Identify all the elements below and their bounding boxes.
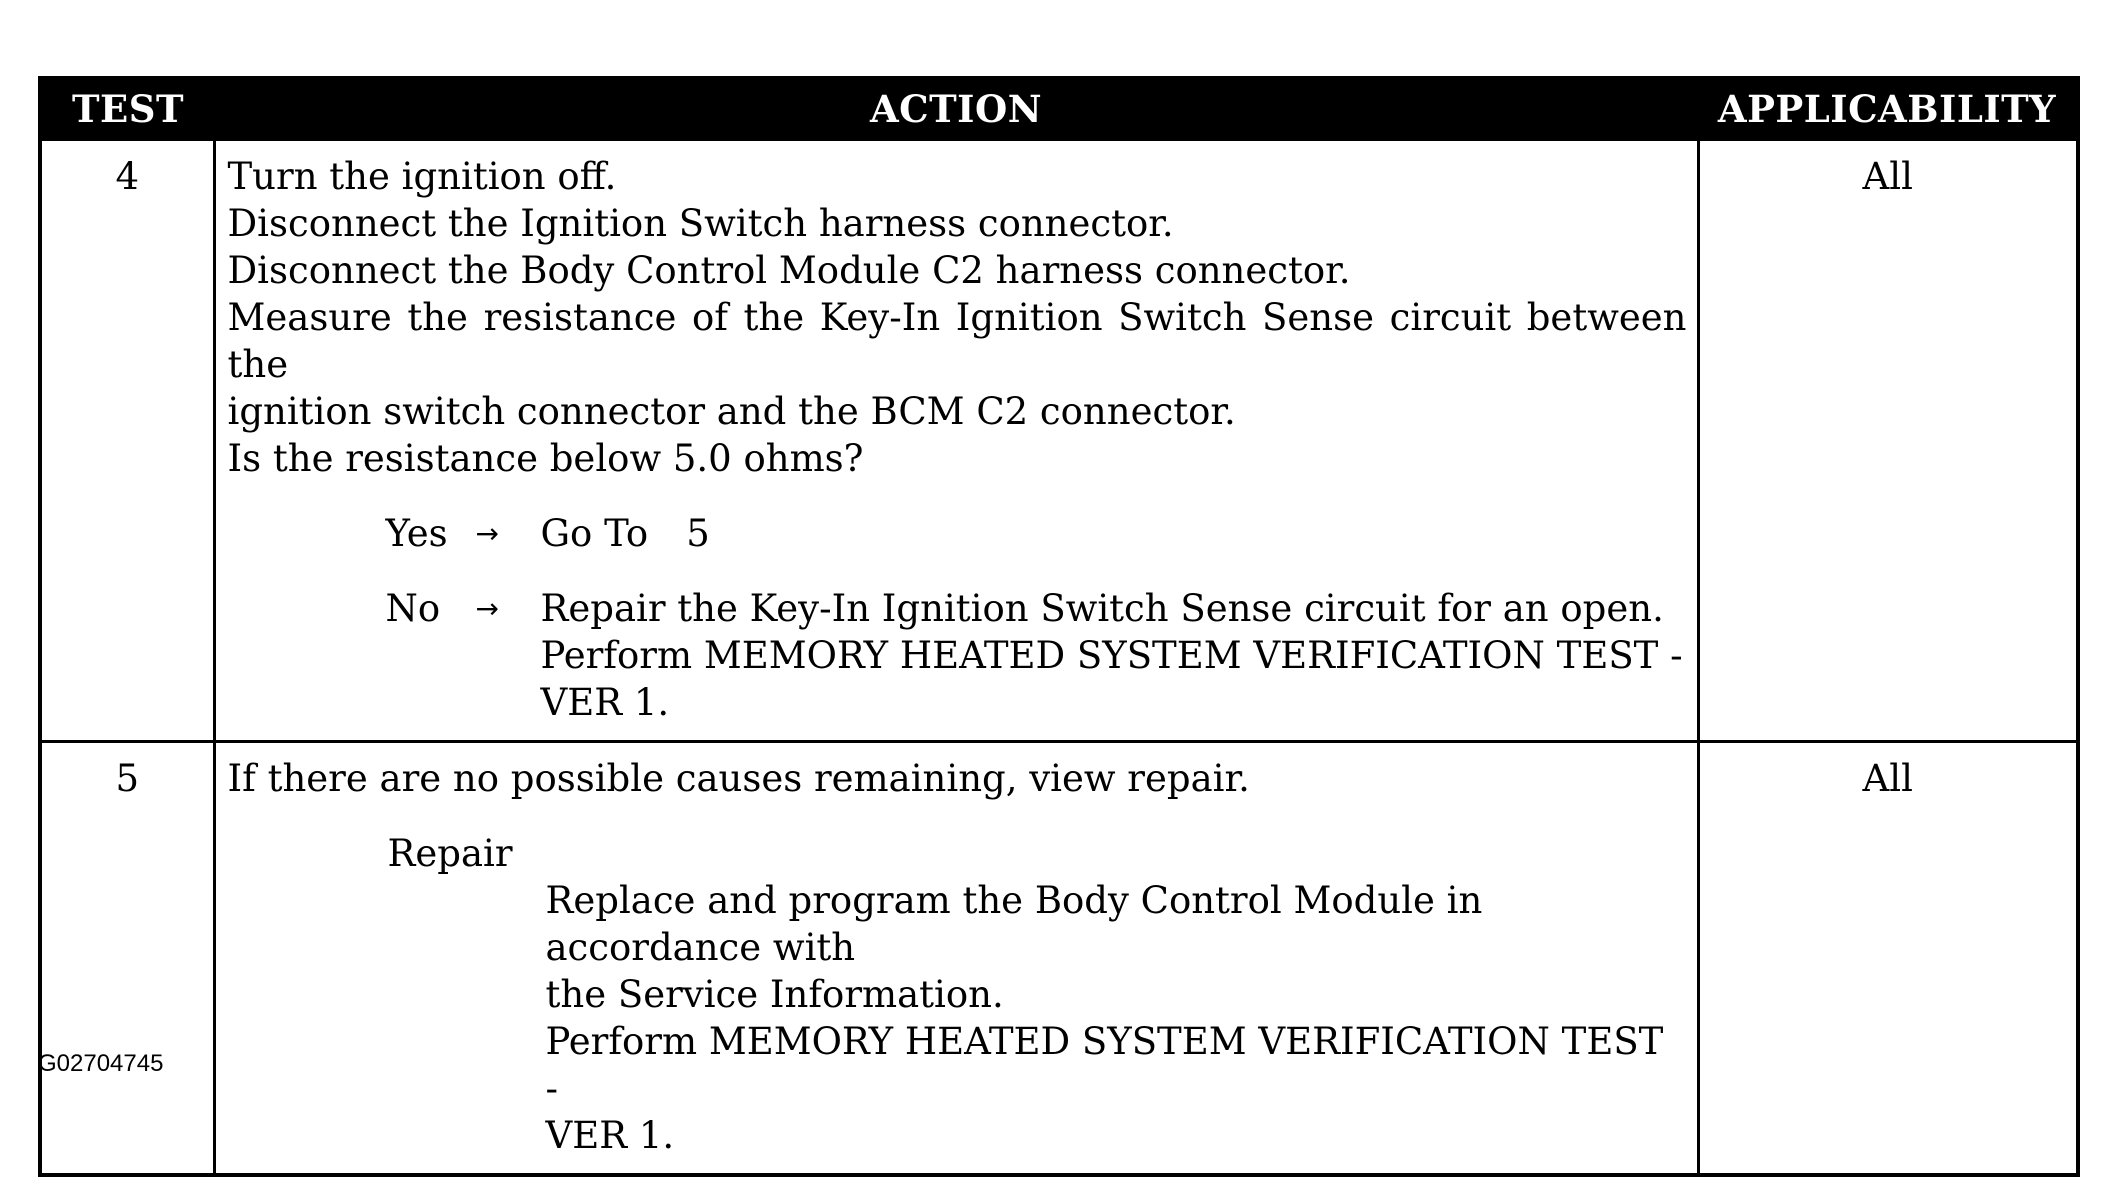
diagnostic-test-table [38, 76, 2080, 1177]
action-cell [214, 140, 1698, 742]
applicability-cell: All [1698, 140, 2078, 742]
header-applicability: APPLICABILITY [1698, 78, 2078, 140]
yes-label: Yes [385, 512, 448, 555]
applicability-cell: All [1698, 742, 2078, 1176]
action-step: Disconnect the Ignition Switch harness connector. [227, 202, 1174, 245]
repair-line: Replace and program the Body Control Module in accordance with [545, 879, 1483, 969]
action-step: If there are no possible causes remaining, view repair. [227, 757, 1250, 800]
repair-line: the Service Information. [545, 973, 1004, 1016]
goto-step-link[interactable]: 5 [686, 512, 710, 555]
action-step: Disconnect the Body Control Module C2 harness connector. [227, 249, 1351, 292]
arrow-icon: → [475, 592, 499, 625]
no-instruction: Perform MEMORY HEATED SYSTEM VERIFICATION TEST - [540, 634, 1683, 677]
figure-id: G02704745 [38, 1050, 164, 1077]
no-label: No [385, 587, 441, 630]
no-branch [386, 585, 1687, 726]
action-step: ignition switch connector and the BCM C2 connector. [227, 390, 1236, 433]
action-cell [214, 742, 1698, 1176]
repair-label: Repair [387, 832, 513, 875]
goto-label: Go To [540, 512, 649, 555]
header-test: TEST [40, 78, 214, 140]
repair-line: VER 1. [545, 1114, 675, 1157]
no-instruction: Repair the Key-In Ignition Switch Sense circuit for an open. [540, 587, 1664, 630]
action-step: Measure the resistance of the Key-In Ignition Switch Sense circuit between the [227, 296, 1687, 386]
header-action: ACTION [214, 78, 1698, 140]
test-number: 5 [40, 742, 214, 1176]
no-instruction: VER 1. [540, 681, 670, 724]
arrow-icon: → [475, 517, 499, 550]
action-step: Turn the ignition off. [227, 155, 617, 198]
yes-branch [386, 510, 1687, 557]
action-question: Is the resistance below 5.0 ohms? [227, 437, 864, 480]
repair-instructions [546, 877, 1687, 1159]
test-number: 4 [40, 140, 214, 742]
repair-line: Perform MEMORY HEATED SYSTEM VERIFICATION TEST - [545, 1020, 1664, 1110]
table-row [40, 140, 2078, 742]
table-header [40, 78, 2078, 140]
table-row [40, 742, 2078, 1176]
